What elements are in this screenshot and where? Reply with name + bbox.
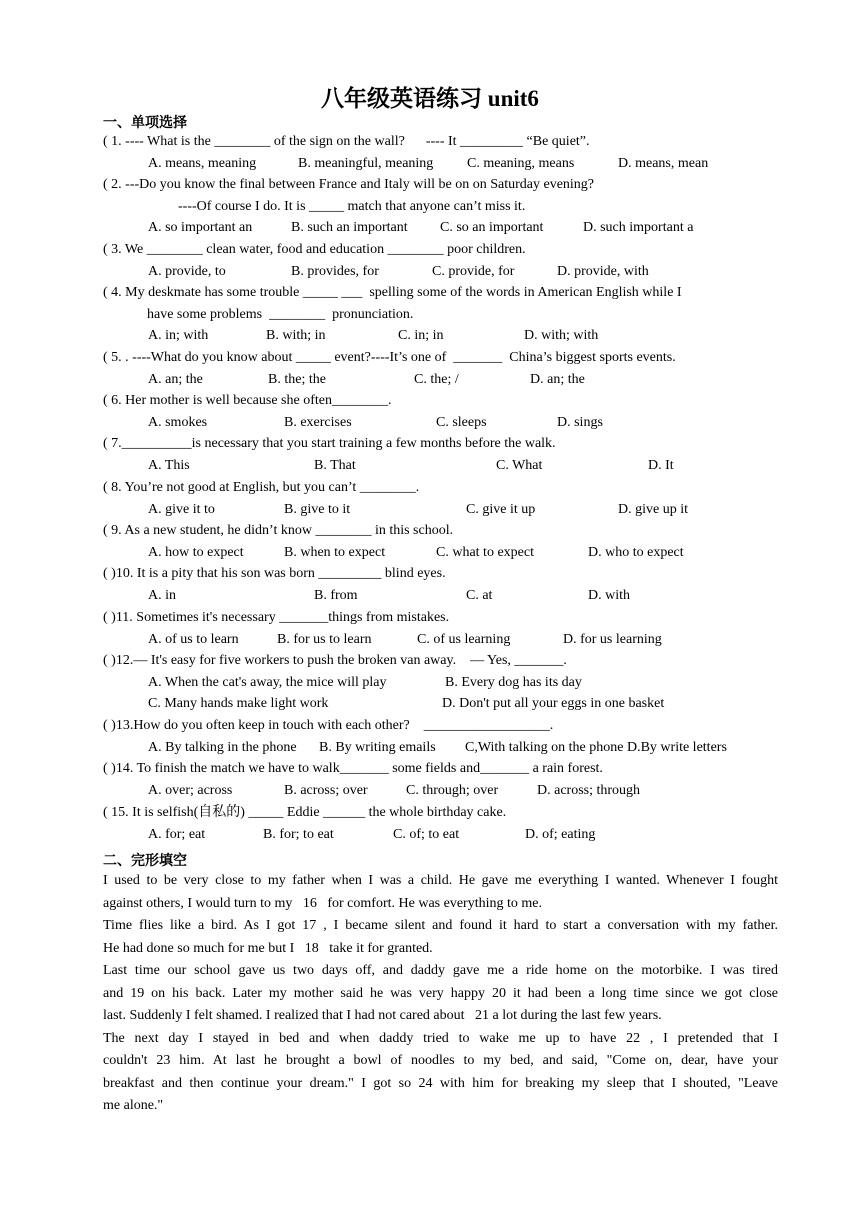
question-stem: [103, 611, 449, 625]
answer-option: D. provide, with: [557, 264, 649, 279]
question-stem: [103, 394, 391, 408]
answer-option: B. provides, for: [291, 264, 379, 279]
answer-option: D. It: [648, 458, 674, 473]
question-text: ( 9. As a new student, he didn’t know ________ in this school.: [103, 523, 454, 538]
passage-line: I used to be very close to my father when I was a child. He gave me everything I wanted. Whenever I fought: [103, 873, 778, 888]
question-text-continued: ----Of course I do. It is _____ match that anyone can’t miss it.: [178, 199, 526, 214]
answer-option: A. This: [148, 458, 190, 473]
answer-option: B. meaningful, meaning: [298, 156, 434, 171]
answer-option: D. with; with: [524, 328, 599, 343]
answer-option: D. who to expect: [588, 545, 684, 560]
answer-options: [0, 697, 860, 713]
answer-option: C. of; to eat: [393, 827, 460, 842]
answer-option: A. so important an: [148, 220, 253, 235]
question-stem: [103, 524, 453, 538]
answer-option: D. sings: [557, 415, 603, 430]
question-text: ( 5. . ----What do you know about _____ event?----It’s one of _______ China’s biggest sports events.: [103, 350, 676, 365]
answer-options: [0, 157, 860, 173]
question-stem: [103, 762, 603, 776]
question-text: ( 4. My deskmate has some trouble _____ ___ spelling some of the words in American English while I: [103, 285, 682, 300]
answer-option: A. over; across: [148, 783, 233, 798]
question-stem: [103, 567, 446, 581]
answer-options: [0, 741, 860, 757]
answer-option: C. provide, for: [432, 264, 515, 279]
answer-option: B. from: [314, 588, 358, 603]
answer-option: C. the; /: [414, 372, 459, 387]
answer-options: [0, 828, 860, 844]
question-text-continued: have some problems ________ pronunciation.: [147, 307, 414, 322]
answer-option: C. Many hands make light work: [148, 696, 329, 711]
answer-options: [0, 546, 860, 562]
answer-options: [0, 329, 860, 345]
answer-option: C. sleeps: [436, 415, 487, 430]
question-stem: [103, 654, 567, 668]
answer-option: C. in; in: [398, 328, 444, 343]
answer-option: C. of us learning: [417, 632, 511, 647]
answer-option: A. an; the: [148, 372, 203, 387]
answer-option: A. smokes: [148, 415, 208, 430]
answer-option: D. of; eating: [525, 827, 596, 842]
answer-option: C. What: [496, 458, 543, 473]
question-text: ( 8. You’re not good at English, but you can’t ________.: [103, 480, 420, 495]
answer-option: A. give it to: [148, 502, 215, 517]
answer-option: B. across; over: [284, 783, 368, 798]
question-text: ( 15. It is selfish(自私的) _____ Eddie ______ the whole birthday cake.: [103, 805, 507, 820]
answer-option: C,With talking on the phone D.By write letters: [465, 740, 727, 755]
answer-option: C. so an important: [440, 220, 544, 235]
passage-line: Last time our school gave us two days off, and daddy gave me a ride home on the motorbike. I was tired: [103, 963, 778, 978]
passage-line: against others, I would turn to my 16 for comfort. He was everything to me.: [103, 895, 542, 911]
answer-option: B. Every dog has its day: [445, 675, 582, 690]
passage-line: couldn't 23 him. At last he brought a bowl of noodles to my bed, and said, "Come on, dear, have your: [103, 1053, 778, 1068]
question-stem: [103, 437, 556, 451]
answer-option: D. with: [588, 588, 630, 603]
answer-option: A. When the cat's away, the mice will play: [148, 675, 387, 690]
answer-option: A. for; eat: [148, 827, 206, 842]
passage-line: me alone.": [103, 1098, 164, 1113]
passage-line: Time flies like a bird. As I got 17 , I became silent and found it hard to start a conversation with my father.: [103, 918, 778, 933]
answer-option: D. across; through: [537, 783, 641, 798]
question-stem: [103, 481, 419, 495]
answer-options: [0, 221, 860, 237]
question-text: ( 3. We ________ clean water, food and education ________ poor children.: [103, 242, 526, 257]
answer-option: C. at: [466, 588, 493, 603]
question-text: ( 2. ---Do you know the final between France and Italy will be on on Saturday evening?: [103, 177, 595, 192]
answer-option: B. when to expect: [284, 545, 386, 560]
passage-line: and 19 on his back. Later my mother said he was very happy 20 it had been a long time since we got close: [103, 985, 778, 1001]
answer-option: B. give to it: [284, 502, 351, 517]
question-text: ( )12.— It's easy for five workers to push the broken van away. — Yes, _______.: [103, 653, 567, 668]
question-stem: [103, 178, 594, 192]
question-text: ( )10. It is a pity that his son was born _________ blind eyes.: [103, 566, 446, 581]
answer-options: [0, 589, 860, 605]
answer-options: [0, 416, 860, 432]
answer-options: [0, 459, 860, 475]
answer-option: D. such important a: [583, 220, 694, 235]
answer-option: B. exercises: [284, 415, 352, 430]
answer-option: B. for; to eat: [263, 827, 334, 842]
answer-options: [0, 373, 860, 389]
question-text: ( )13.How do you often keep in touch with each other? __________________.: [103, 718, 554, 733]
passage-line: He had done so much for me but I 18 take it for granted.: [103, 940, 433, 956]
question-stem: [103, 286, 682, 300]
answer-option: C. what to expect: [436, 545, 534, 560]
answer-option: C. meaning, means: [467, 156, 575, 171]
page-title: 八年级英语练习 unit6: [321, 86, 539, 111]
answer-option: D. for us learning: [563, 632, 662, 647]
answer-option: A. in: [148, 588, 176, 603]
passage-line: breakfast and then continue your dream." I got so 24 with him for breaking my sleep that I shouted, "Leave: [103, 1075, 778, 1091]
question-text: ( )14. To finish the match we have to walk_______ some fields and_______ a rain forest.: [103, 761, 603, 776]
passage-line: The next day I stayed in bed and when daddy tried to wake me up to have 22 , I pretended that I: [103, 1030, 778, 1046]
answer-option: A. provide, to: [148, 264, 226, 279]
question-stem: [103, 719, 553, 733]
question-stem: [103, 806, 506, 820]
answer-option: D. Don't put all your eggs in one basket: [442, 696, 665, 711]
answer-option: B. for us to learn: [277, 632, 372, 647]
answer-option: A. means, meaning: [148, 156, 257, 171]
answer-options: [0, 784, 860, 800]
answer-options: [0, 676, 860, 692]
question-text: ( )11. Sometimes it's necessary _______things from mistakes.: [103, 610, 450, 625]
answer-option: A. By talking in the phone: [148, 740, 297, 755]
question-stem: [103, 243, 526, 257]
question-text: ( 7.__________is necessary that you start training a few months before the walk.: [103, 436, 556, 451]
answer-option: B. such an important: [291, 220, 408, 235]
passage-line: last. Suddenly I felt shamed. I realized that I had not cared about 21 a lot during the last few years.: [103, 1008, 662, 1023]
answer-option: A. of us to learn: [148, 632, 239, 647]
answer-options: [0, 503, 860, 519]
answer-option: C. through; over: [406, 783, 499, 798]
question-stem: [103, 351, 676, 365]
answer-option: A. in; with: [148, 328, 209, 343]
answer-options: [0, 633, 860, 649]
question-text: ( 6. Her mother is well because she often________.: [103, 393, 392, 408]
section-heading-choice: 一、单项选择: [103, 115, 187, 131]
answer-options: [0, 265, 860, 281]
section-heading-cloze: 二、完形填空: [103, 853, 187, 869]
question-text: ( 1. ---- What is the ________ of the sign on the wall? ---- It _________ “Be quiet”.: [103, 134, 590, 149]
answer-option: A. how to expect: [148, 545, 244, 560]
answer-option: D. means, mean: [618, 156, 709, 171]
answer-option: C. give it up: [466, 502, 536, 517]
answer-option: B. the; the: [268, 372, 326, 387]
question-stem: [103, 135, 590, 149]
answer-option: B. with; in: [266, 328, 326, 343]
answer-option: B. That: [314, 458, 356, 473]
answer-option: D. an; the: [530, 372, 585, 387]
answer-option: D. give up it: [618, 502, 688, 517]
answer-option: B. By writing emails: [319, 740, 436, 755]
